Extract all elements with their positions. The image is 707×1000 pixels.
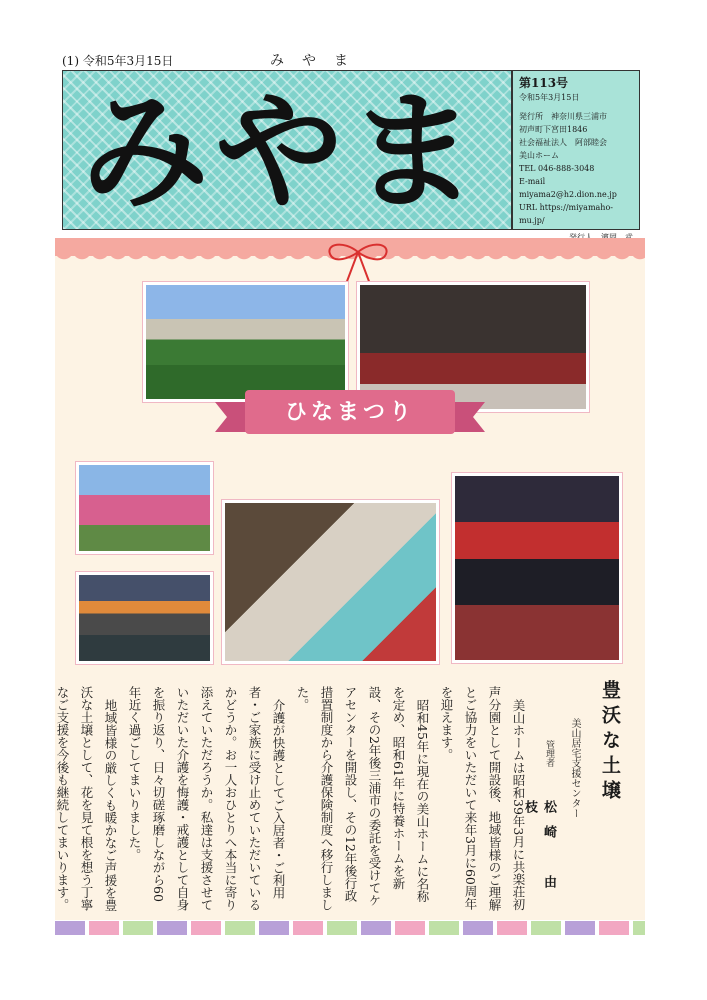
feature-banner: ひなまつり	[245, 390, 455, 434]
decorative-stripe	[55, 921, 645, 935]
photo-sunset	[76, 572, 213, 664]
photo-decorating-activity	[222, 500, 439, 664]
masthead-title: みやま	[81, 77, 484, 227]
publication-info	[512, 70, 640, 230]
article-paragraph: 地域皆様の厳しくも暖かなご声援を豊沃な土壌として、花を見て根を想う丁寧なご支援を今後も継続してまいります。	[55, 686, 118, 911]
article-paragraph: 介護が快護としてご入居者・ご利用者・ご家族に受け止めていただいているかどうか。お一人おひとりへ本当に寄り添えていただろうか。私達は支援させていただいた介護を悔護・戒護として自身を振り返り、日々切磋琢磨しながら60年近く過ごしてまいりました。	[127, 686, 286, 911]
author-role: 管理者	[544, 740, 554, 767]
article-body	[55, 686, 530, 912]
org-name-1: 社会福祉法人 阿部睦会	[519, 138, 607, 147]
paper-name-header: みやま	[270, 53, 366, 69]
publisher-address-2: 初声町下宮田1846	[519, 125, 588, 134]
photo-hina-dolls-display	[452, 473, 622, 663]
article	[55, 680, 630, 912]
org-name-2: 美山ホーム	[519, 151, 559, 160]
website-url: URL https://miyamaho-mu.jp/	[519, 203, 613, 225]
photo-home-exterior	[143, 282, 348, 402]
ribbon-bow-icon	[318, 240, 398, 285]
masthead	[62, 70, 512, 230]
email: E-mail miyama2@h2.dion.ne.jp	[519, 177, 617, 199]
author-name: 松崎 由枝	[522, 800, 556, 900]
article-paragraph: 昭和45年に現在の美山ホームに名称を定め、昭和61年に特養ホームを新設、その2年後三浦市の委託を受けてケアセンターを開設し、その12年後行政措置制度から介護保険制度へ移行しました。	[295, 686, 430, 911]
publisher-address-1: 発行所 神奈川県三浦市	[519, 112, 607, 121]
article-paragraph: 美山ホームは昭和39年3月に共楽荘初声分園として開設後、地域皆様のご理解とご協力をいただいて来年3月に60周年を迎えます。	[439, 686, 526, 911]
article-title: 豊沃な土壌	[599, 680, 621, 805]
issue-date: 令和5年3月15日	[519, 93, 580, 102]
author-organization: 美山居宅支援センター	[569, 718, 580, 818]
telephone: TEL 046-888-3048	[519, 164, 595, 173]
photo-cherry-blossoms	[76, 462, 213, 554]
page-date-line: (1) 令和5年3月15日	[62, 54, 174, 68]
issue-number: 第113号	[519, 76, 569, 90]
